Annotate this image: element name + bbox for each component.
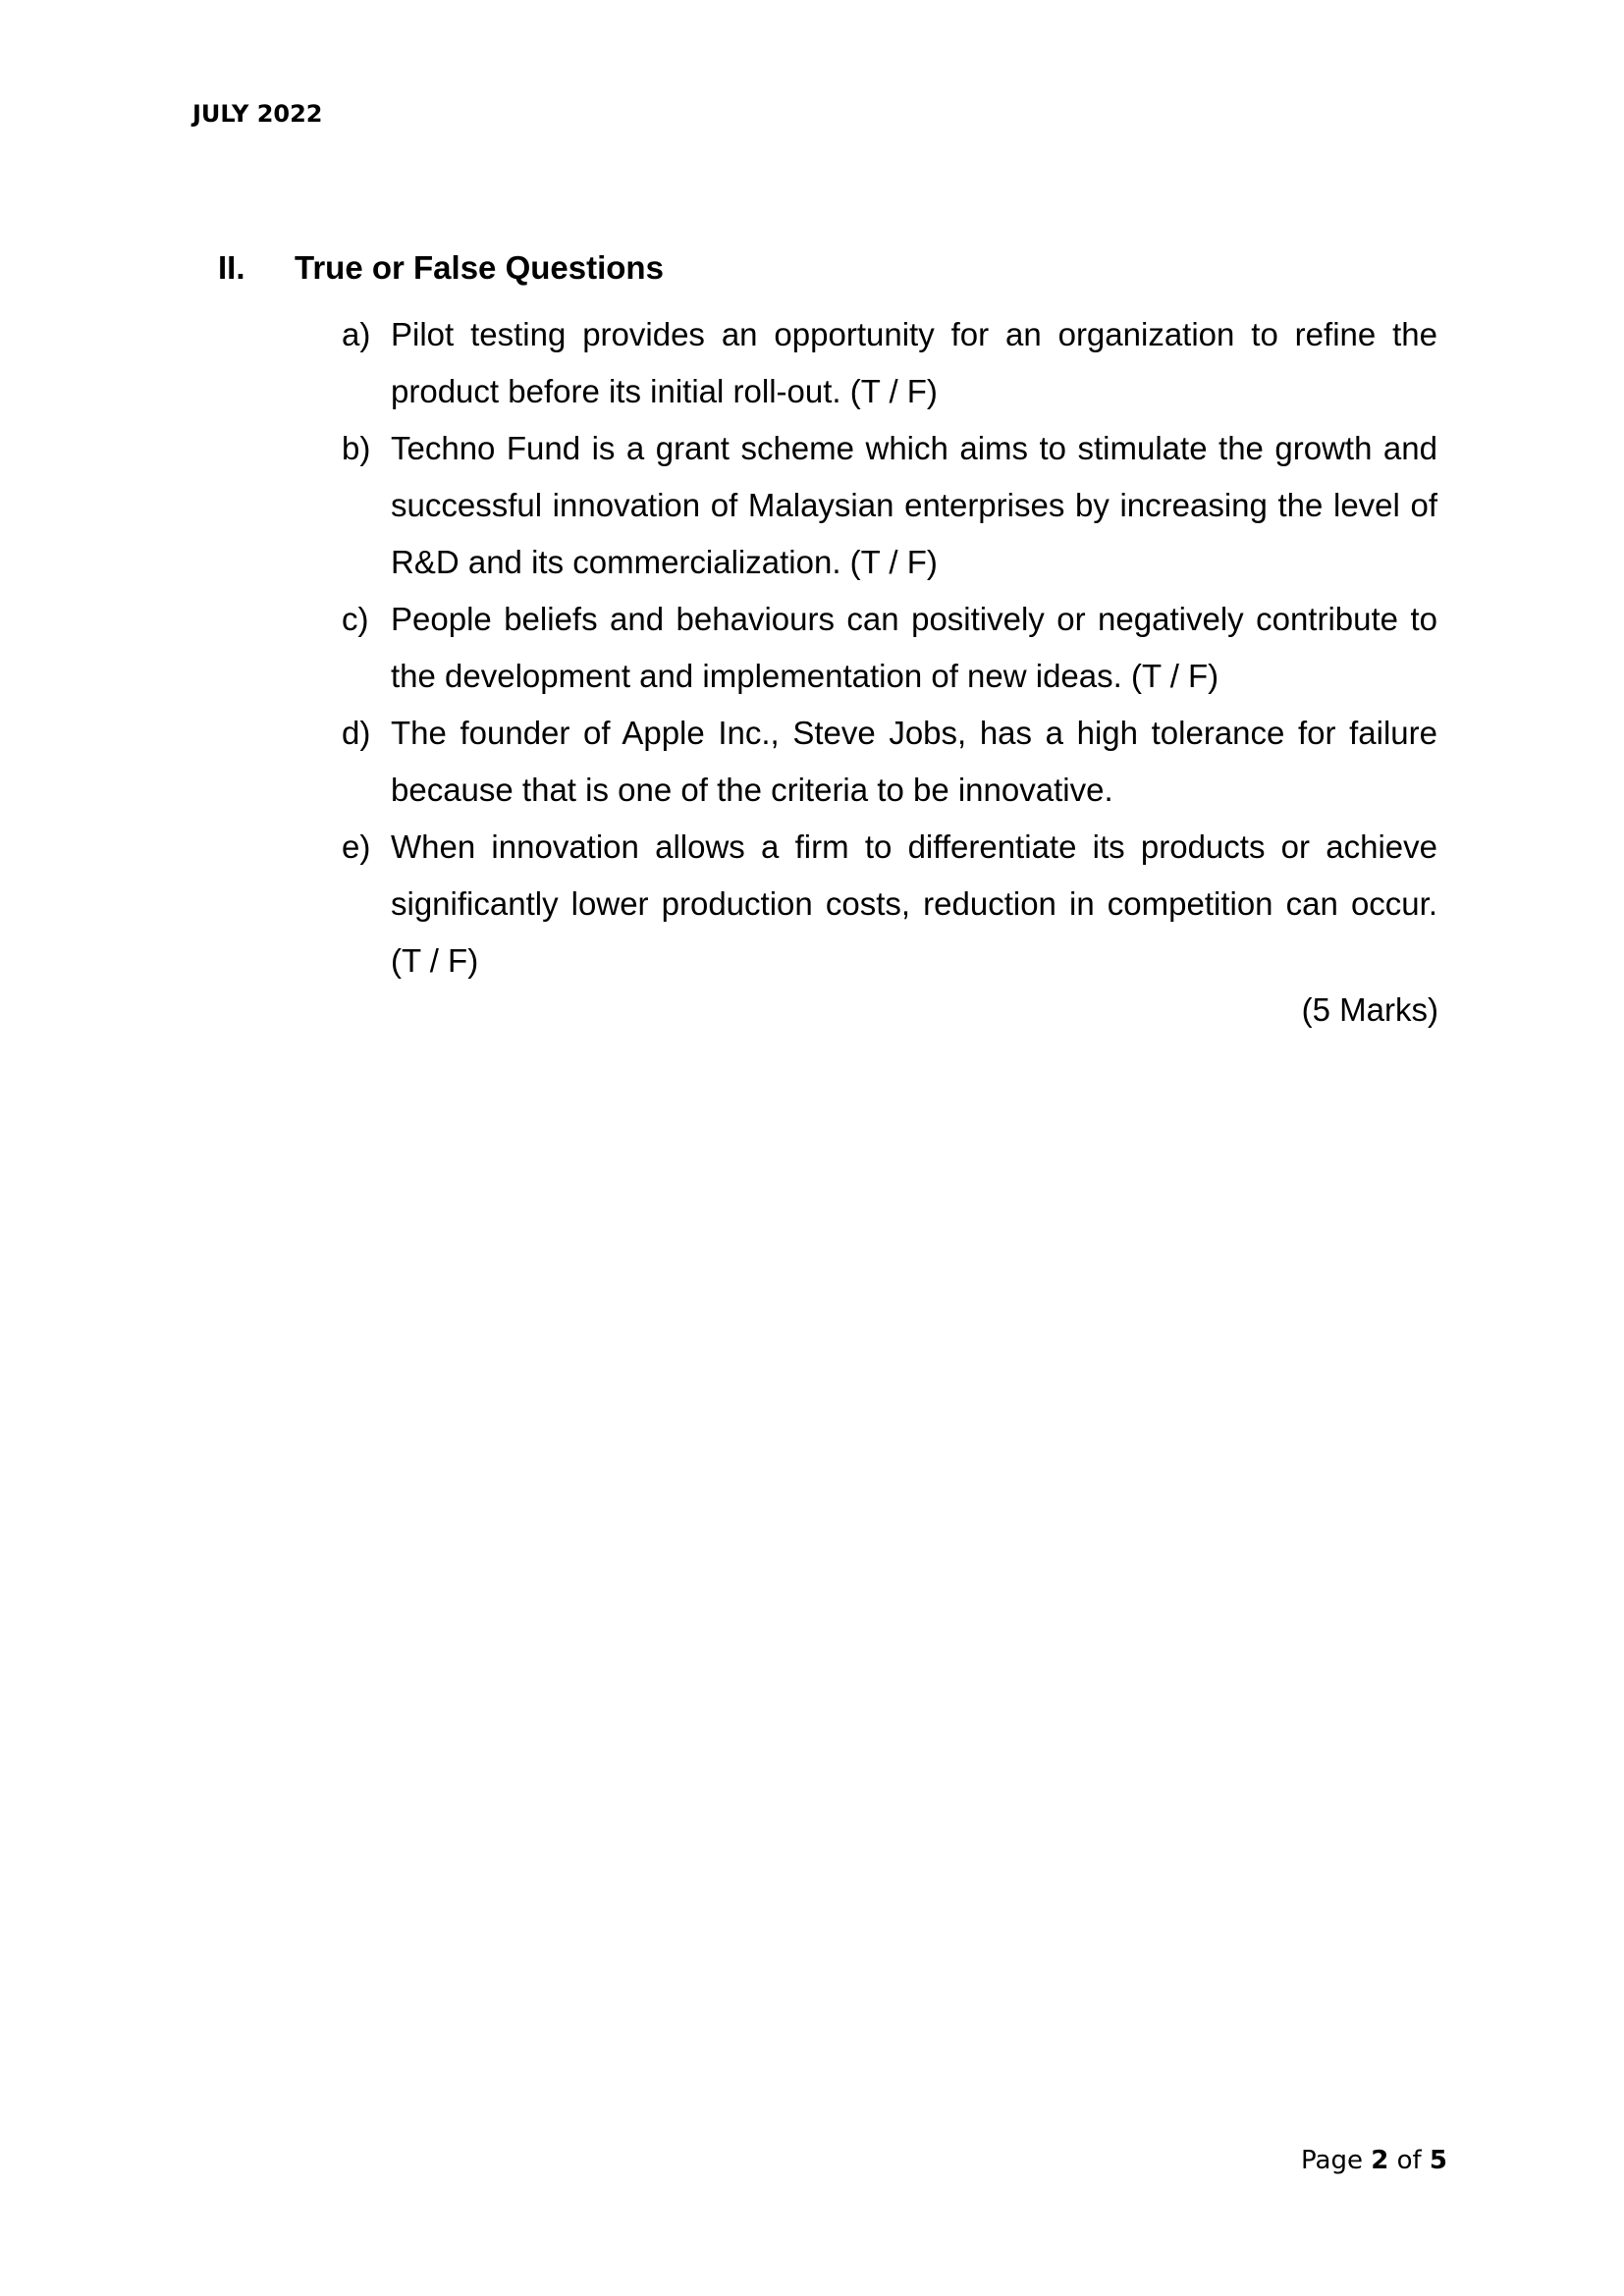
page-word: Page bbox=[1301, 2146, 1363, 2175]
section-heading bbox=[218, 249, 1445, 296]
question-text: People beliefs and behaviours can positively or negatively contribute to the development and implementation of new ideas. (T / F) bbox=[391, 601, 1437, 694]
section-number: II. bbox=[218, 249, 245, 286]
total-pages-number: 5 bbox=[1429, 2146, 1447, 2175]
exam-date-header: JULY 2022 bbox=[192, 100, 323, 128]
current-page-number: 2 bbox=[1371, 2146, 1389, 2175]
question-item bbox=[342, 819, 1437, 989]
question-item bbox=[342, 705, 1437, 819]
question-letter: c) bbox=[342, 601, 369, 637]
question-letter: d) bbox=[342, 715, 371, 751]
page-number-footer bbox=[1301, 2146, 1447, 2175]
question-letter: a) bbox=[342, 316, 371, 352]
question-letter: e) bbox=[342, 828, 371, 865]
true-false-section bbox=[218, 249, 1445, 1028]
question-text: Techno Fund is a grant scheme which aims to stimulate the growth and successful innovation of Malaysian enterprises by increasing the level of R&D and its commercialization. (T / F) bbox=[391, 430, 1437, 580]
question-letter: b) bbox=[342, 430, 371, 466]
question-text: When innovation allows a firm to differentiate its products or achieve significantly lower production costs, reduction in competition can occur. (T / F) bbox=[391, 828, 1437, 979]
question-item bbox=[342, 306, 1437, 420]
question-item bbox=[342, 420, 1437, 591]
of-word: of bbox=[1396, 2146, 1422, 2175]
question-list bbox=[342, 306, 1437, 989]
question-text: The founder of Apple Inc., Steve Jobs, has a high tolerance for failure because that is one of the criteria to be innovative. bbox=[391, 715, 1437, 808]
question-item bbox=[342, 591, 1437, 705]
question-text: Pilot testing provides an opportunity for an organization to refine the product before its initial roll-out. (T / F) bbox=[391, 316, 1437, 409]
section-title: True or False Questions bbox=[295, 249, 664, 286]
marks-label: (5 Marks) bbox=[1301, 991, 1438, 1028]
